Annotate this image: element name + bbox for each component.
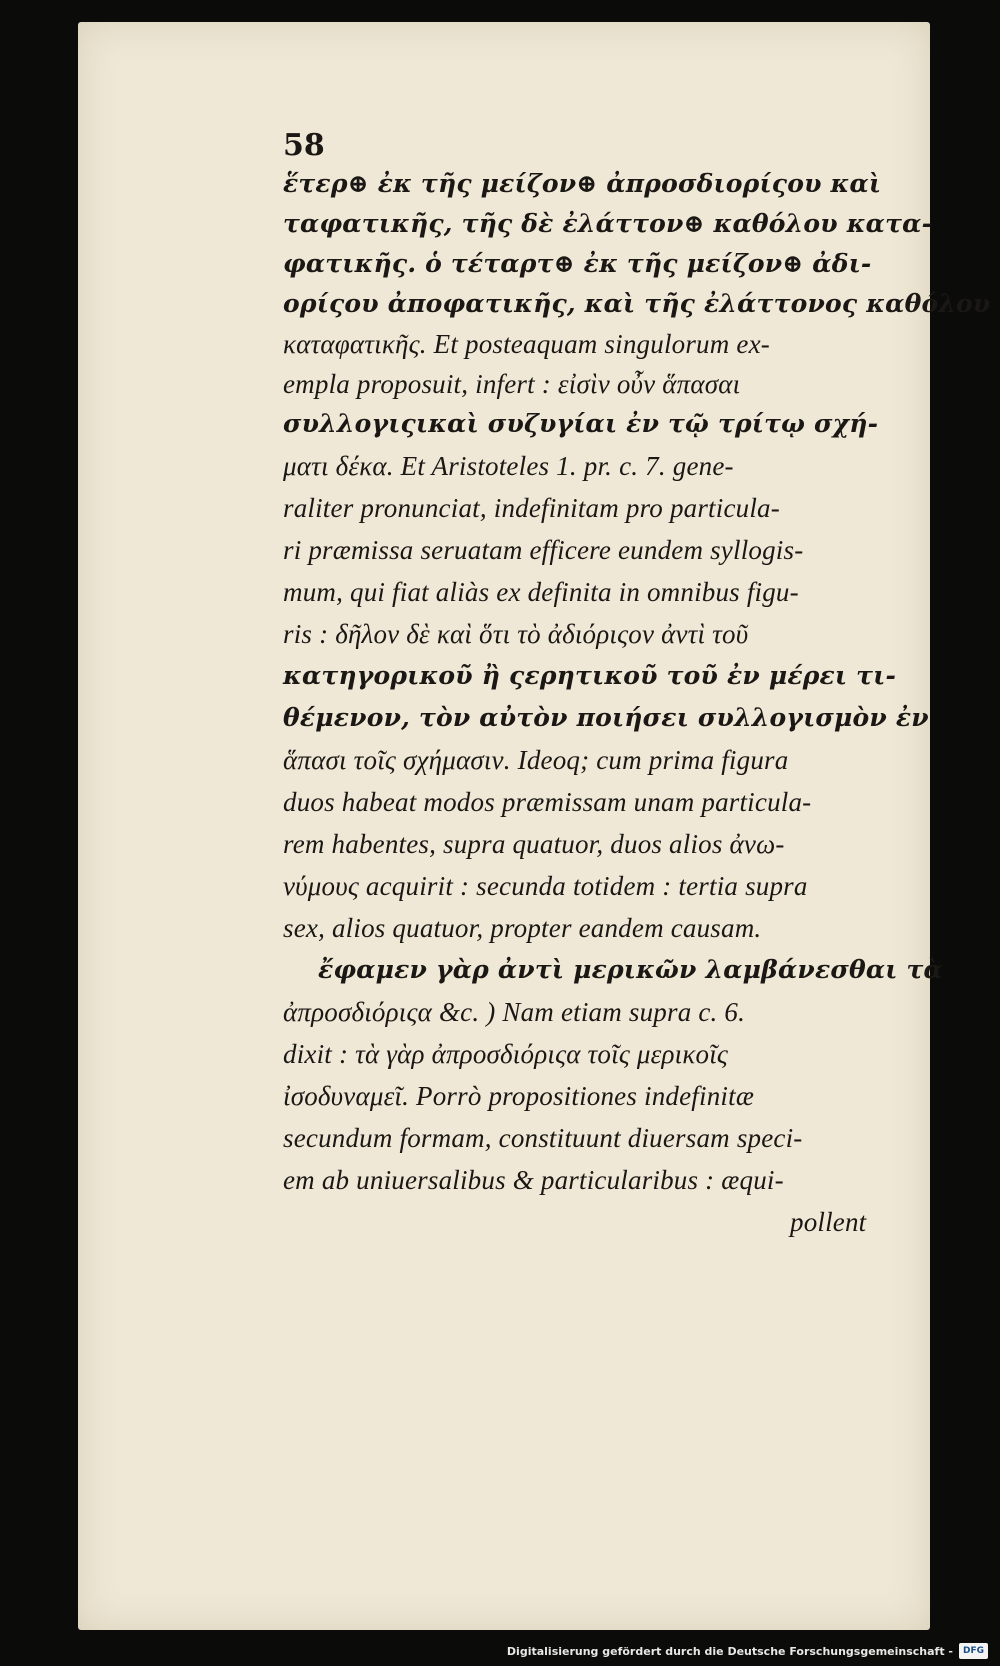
text-line: ἰσοδυναμεῖ. Porrò propositiones indefinitæ [283, 1081, 755, 1111]
text-line: empla proposuit, infert : εἰσὶν οὖν ἅπασαι [283, 369, 741, 399]
text-line: ἔφαμεν γὰρ ἀντὶ μερικῶν λαμβάνεσθαι τὰ [318, 955, 943, 984]
text-line: em ab uniuersalibus & particularibus : æqui- [283, 1165, 784, 1195]
text-line: mum, qui fiat aliàs ex definita in omnibus figu- [283, 577, 799, 607]
text-line: θέμενον, τὸν αὐτὸν ποιήσει συλλογισμὸν ἐν [283, 703, 929, 732]
text-line: ri præmissa seruatam efficere eundem syllogis- [283, 535, 804, 565]
credit-text: Digitalisierung gefördert durch die Deutsche Forschungsgemeinschaft - [506, 1644, 953, 1658]
text-line: φατικῆς. ὁ τέταρτ⊕ ἐκ τῆς μείζον⊕ ἀδι- [283, 249, 872, 278]
digitization-credit [507, 1641, 988, 1661]
text-line: κατηγορικοῦ ἢ ςερητικοῦ τοῦ ἐν μέρει τι- [283, 661, 897, 690]
text-line: ορίςου ἀποφατικῆς, καὶ τῆς ἐλάττονος καθόλου [283, 289, 991, 318]
text-line: ἅπασι τοῖς σχήμασιν. Ideoq; cum prima figura [283, 745, 789, 775]
text-line: ris : δῆλον δὲ καὶ ὅτι τὸ ἀδιόριςον ἀντὶ τοῦ [283, 619, 749, 649]
page-number: 58 [283, 128, 325, 163]
catchword: pollent [790, 1207, 867, 1237]
text-line: sex, alios quatuor, propter eandem causam. [283, 913, 762, 943]
text-line: ταφατικῆς, τῆς δὲ ἐλάττον⊕ καθόλου κατα- [283, 209, 933, 238]
text-line: ματι δέκα. Et Aristoteles 1. pr. c. 7. gene- [283, 451, 734, 481]
text-line: duos habeat modos præmissam unam particula- [283, 787, 812, 817]
text-line: ἕτερ⊕ ἐκ τῆς μείζον⊕ ἀπροσδιορίςου καὶ [283, 169, 882, 198]
text-line: συλλογιςικαὶ συζυγίαι ἐν τῷ τρίτῳ σχή- [283, 409, 879, 438]
text-line: dixit : τὰ γὰρ ἀπροσδιόριςα τοῖς μερικοῖς [283, 1039, 729, 1069]
text-line: νύμους acquirit : secunda totidem : tertia supra [283, 871, 808, 901]
text-line: καταφατικῆς. Et posteaquam singulorum ex- [283, 329, 770, 359]
text-line: raliter pronunciat, indefinitam pro particula- [283, 493, 780, 523]
text-line: ἀπροσδιόριςα &c. ) Nam etiam supra c. 6. [283, 997, 746, 1027]
dfg-logo-icon: DFG [959, 1643, 988, 1659]
text-line: secundum formam, constituunt diuersam speci- [283, 1123, 803, 1153]
text-line: rem habentes, supra quatuor, duos alios ἀνω- [283, 829, 785, 859]
